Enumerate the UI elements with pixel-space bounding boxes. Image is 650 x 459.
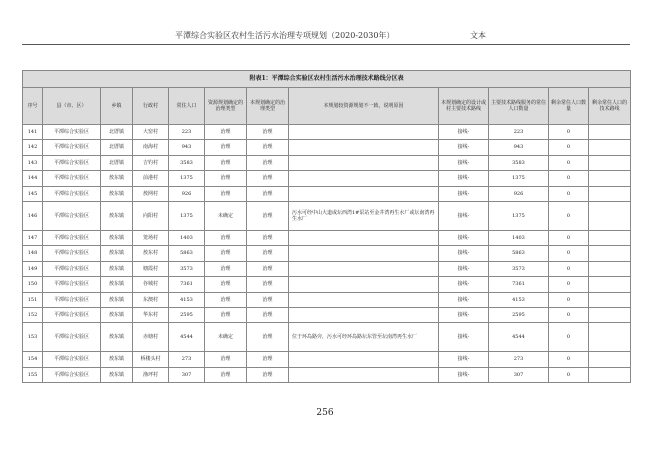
column-header: 资源规划确定的治理类型 (205, 88, 247, 125)
cell-county: 平潭综合实验区 (43, 201, 101, 230)
cell-rest: 0 (549, 125, 589, 140)
cell-type2: 治理 (247, 125, 289, 140)
cell-type2: 治理 (247, 323, 289, 352)
column-header: 常住人口 (169, 88, 205, 125)
cell-pop: 3573 (169, 261, 205, 276)
cell-county: 平潭综合实验区 (43, 140, 101, 155)
table-row (23, 186, 631, 201)
cell-note (289, 261, 439, 276)
cell-route: 接线- (439, 230, 489, 245)
cell-served: 7361 (489, 277, 549, 292)
cell-town: 敖东镇 (101, 323, 133, 352)
cell-pop: 5863 (169, 246, 205, 261)
cell-town: 敖东镇 (101, 292, 133, 307)
cell-pop: 273 (169, 352, 205, 367)
column-header: 乡镇 (101, 88, 133, 125)
cell-county: 平潭综合实验区 (43, 261, 101, 276)
cell-county: 平潭综合实验区 (43, 125, 101, 140)
table-container (22, 70, 630, 383)
cell-town: 敖东镇 (101, 171, 133, 186)
cell-route: 接线- (439, 277, 489, 292)
cell-no: 142 (23, 140, 43, 155)
cell-rest-route (589, 201, 631, 230)
cell-rest-route (589, 307, 631, 322)
cell-village: 前港村 (133, 171, 169, 186)
cell-pop: 3583 (169, 155, 205, 170)
cell-no: 155 (23, 367, 43, 382)
cell-rest-route (589, 246, 631, 261)
cell-type2: 治理 (247, 246, 289, 261)
cell-route: 接线- (439, 367, 489, 382)
cell-no: 144 (23, 171, 43, 186)
cell-village: 赤塘村 (133, 323, 169, 352)
cell-county: 平潭综合实验区 (43, 230, 101, 245)
cell-pop: 307 (169, 367, 205, 382)
table-row (23, 292, 631, 307)
cell-note (289, 367, 439, 382)
cell-served: 273 (489, 352, 549, 367)
cell-type1: 治理 (205, 367, 247, 382)
cell-no: 146 (23, 201, 43, 230)
cell-county: 平潭综合实验区 (43, 323, 101, 352)
cell-county: 平潭综合实验区 (43, 171, 101, 186)
cell-village: 敖网村 (133, 186, 169, 201)
cell-route: 接线- (439, 292, 489, 307)
cell-note (289, 186, 439, 201)
cell-village: 桥楼头村 (133, 352, 169, 367)
document-header-title: 平潭综合实验区农村生活污水治理专项规划（2020-2030年） (175, 31, 395, 40)
cell-town: 敖东镇 (101, 246, 133, 261)
cell-note (289, 246, 439, 261)
table-row (23, 140, 631, 155)
cell-no: 154 (23, 352, 43, 367)
cell-type1: 治理 (205, 125, 247, 140)
cell-town: 敖东镇 (101, 261, 133, 276)
cell-village: 笼场村 (133, 230, 169, 245)
cell-rest: 0 (549, 307, 589, 322)
cell-served: 3583 (489, 155, 549, 170)
cell-type2: 治理 (247, 155, 289, 170)
cell-type2: 治理 (247, 186, 289, 201)
cell-county: 平潭综合实验区 (43, 155, 101, 170)
cell-type2: 治理 (247, 352, 289, 367)
column-header: 序号 (23, 88, 43, 125)
cell-rest-route (589, 171, 631, 186)
cell-type2: 治理 (247, 201, 289, 230)
cell-county: 平潭综合实验区 (43, 186, 101, 201)
column-header: 剩余常住人口的技术路线 (589, 88, 631, 125)
cell-county: 平潭综合实验区 (43, 307, 101, 322)
cell-note (289, 307, 439, 322)
table-row (23, 201, 631, 230)
cell-note: 污水可经中山大道或坛西湾1#泵站至金井湾再生水厂或坛南湾再生水厂 (289, 201, 439, 230)
cell-note (289, 277, 439, 292)
cell-village: 敖东村 (133, 246, 169, 261)
cell-type1: 治理 (205, 352, 247, 367)
cell-type2: 治理 (247, 171, 289, 186)
table-row (23, 261, 631, 276)
cell-served: 1403 (489, 230, 549, 245)
cell-note (289, 230, 439, 245)
cell-pop: 7361 (169, 277, 205, 292)
table-row (23, 125, 631, 140)
cell-note (289, 352, 439, 367)
cell-rest-route (589, 352, 631, 367)
table-row (23, 307, 631, 322)
cell-pop: 1403 (169, 230, 205, 245)
cell-town: 敖东镇 (101, 277, 133, 292)
cell-route: 接线- (439, 171, 489, 186)
cell-no: 143 (23, 155, 43, 170)
cell-rest: 0 (549, 230, 589, 245)
cell-note (289, 171, 439, 186)
cell-type1: 治理 (205, 261, 247, 276)
column-header-row (23, 88, 631, 125)
cell-rest-route (589, 292, 631, 307)
cell-county: 平潭综合实验区 (43, 367, 101, 382)
column-header: 剩余常住人口数量 (549, 88, 589, 125)
cell-type2: 治理 (247, 261, 289, 276)
cell-village: 渔坪村 (133, 367, 169, 382)
cell-town: 敖东镇 (101, 307, 133, 322)
cell-town: 敖东镇 (101, 367, 133, 382)
cell-type1: 治理 (205, 307, 247, 322)
cell-rest: 0 (549, 246, 589, 261)
cell-note (289, 155, 439, 170)
cell-served: 307 (489, 367, 549, 382)
cell-type2: 治理 (247, 140, 289, 155)
cell-type1: 治理 (205, 186, 247, 201)
cell-served: 1375 (489, 171, 549, 186)
cell-rest-route (589, 323, 631, 352)
cell-village: 大窑村 (133, 125, 169, 140)
cell-no: 152 (23, 307, 43, 322)
cell-type2: 治理 (247, 307, 289, 322)
cell-rest-route (589, 186, 631, 201)
cell-rest: 0 (549, 277, 589, 292)
cell-type2: 治理 (247, 230, 289, 245)
cell-served: 3573 (489, 261, 549, 276)
cell-rest: 0 (549, 261, 589, 276)
page-number: 256 (316, 408, 334, 418)
cell-no: 147 (23, 230, 43, 245)
cell-county: 平潭综合实验区 (43, 277, 101, 292)
cell-rest: 0 (549, 155, 589, 170)
cell-route: 接线- (439, 155, 489, 170)
cell-note (289, 292, 439, 307)
cell-rest-route (589, 230, 631, 245)
cell-type1: 治理 (205, 155, 247, 170)
cell-rest-route (589, 367, 631, 382)
cell-county: 平潭综合实验区 (43, 246, 101, 261)
cell-served: 4544 (489, 323, 549, 352)
table-row (23, 171, 631, 186)
cell-pop: 2595 (169, 307, 205, 322)
cell-no: 148 (23, 246, 43, 261)
cell-rest: 0 (549, 352, 589, 367)
cell-rest-route (589, 261, 631, 276)
column-header: 行政村 (133, 88, 169, 125)
cell-route: 接线- (439, 352, 489, 367)
table-body (23, 125, 631, 383)
cell-pop: 4153 (169, 292, 205, 307)
cell-no: 145 (23, 186, 43, 201)
cell-note (289, 125, 439, 140)
cell-route: 接线- (439, 201, 489, 230)
cell-pop: 943 (169, 140, 205, 155)
cell-route: 接线- (439, 125, 489, 140)
cell-pop: 1375 (169, 201, 205, 230)
cell-pop: 4544 (169, 323, 205, 352)
cell-county: 平潭综合实验区 (43, 352, 101, 367)
table-row (23, 155, 631, 170)
cell-no: 151 (23, 292, 43, 307)
cell-type2: 治理 (247, 367, 289, 382)
cell-note (289, 140, 439, 155)
cell-type1: 治理 (205, 277, 247, 292)
cell-type2: 治理 (247, 292, 289, 307)
cell-served: 2595 (489, 307, 549, 322)
cell-rest-route (589, 125, 631, 140)
cell-served: 943 (489, 140, 549, 155)
cell-served: 5863 (489, 246, 549, 261)
cell-rest: 0 (549, 140, 589, 155)
cell-route: 接线- (439, 140, 489, 155)
table-row (23, 277, 631, 292)
cell-type2: 治理 (247, 277, 289, 292)
column-header: 本规划较资源规划不一致，说明原因 (289, 88, 439, 125)
cell-route: 接线- (439, 261, 489, 276)
table-row (23, 367, 631, 382)
cell-village: 向阳村 (133, 201, 169, 230)
cell-type1: 治理 (205, 246, 247, 261)
cell-route: 接线- (439, 307, 489, 322)
cell-village: 南海村 (133, 140, 169, 155)
table-row (23, 323, 631, 352)
document-header-label: 文本 (470, 31, 486, 40)
cell-served: 223 (489, 125, 549, 140)
header-rule (22, 44, 630, 45)
column-header: 主要技术路线服务的常住人口数量 (489, 88, 549, 125)
cell-town: 敖东镇 (101, 352, 133, 367)
cell-village: 华东村 (133, 307, 169, 322)
cell-rest: 0 (549, 367, 589, 382)
cell-rest-route (589, 140, 631, 155)
cell-served: 1375 (489, 201, 549, 230)
cell-note: 位于环岛路旁，污水可经环岛路坛东管至坛南湾再生水厂 (289, 323, 439, 352)
cell-no: 149 (23, 261, 43, 276)
cell-town: 北厝镇 (101, 125, 133, 140)
cell-town: 敖东镇 (101, 186, 133, 201)
cell-type1: 未确定 (205, 323, 247, 352)
cell-pop: 1375 (169, 171, 205, 186)
cell-served: 926 (489, 186, 549, 201)
cell-rest: 0 (549, 186, 589, 201)
cell-rest: 0 (549, 292, 589, 307)
cell-village: 东澳村 (133, 292, 169, 307)
cell-no: 153 (23, 323, 43, 352)
cell-route: 接线- (439, 323, 489, 352)
cell-pop: 223 (169, 125, 205, 140)
cell-village: 吉钓村 (133, 155, 169, 170)
cell-route: 接线- (439, 186, 489, 201)
table-row (23, 230, 631, 245)
cell-rest-route (589, 277, 631, 292)
cell-county: 平潭综合实验区 (43, 292, 101, 307)
cell-type1: 治理 (205, 230, 247, 245)
column-header: 本规划确定的设计或村主要技术路线 (439, 88, 489, 125)
column-header: 县（市、区） (43, 88, 101, 125)
table-row (23, 246, 631, 261)
cell-town: 北厝镇 (101, 140, 133, 155)
cell-rest: 0 (549, 323, 589, 352)
cell-village: 谷城村 (133, 277, 169, 292)
cell-pop: 926 (169, 186, 205, 201)
cell-type1: 治理 (205, 292, 247, 307)
cell-town: 敖东镇 (101, 201, 133, 230)
zoning-table (22, 70, 631, 383)
cell-type1: 未确定 (205, 201, 247, 230)
table-row (23, 352, 631, 367)
cell-rest: 0 (549, 171, 589, 186)
cell-no: 150 (23, 277, 43, 292)
column-header: 本规划确定的治理类型 (247, 88, 289, 125)
cell-type1: 治理 (205, 140, 247, 155)
cell-type1: 治理 (205, 171, 247, 186)
cell-route: 接线- (439, 246, 489, 261)
cell-town: 敖东镇 (101, 230, 133, 245)
table-caption: 附表1：平潭综合实验区农村生活污水治理技术路线分区表 (23, 71, 631, 88)
cell-village: 塘霞村 (133, 261, 169, 276)
cell-rest: 0 (549, 201, 589, 230)
cell-rest-route (589, 155, 631, 170)
cell-served: 4153 (489, 292, 549, 307)
cell-town: 北厝镇 (101, 155, 133, 170)
cell-no: 141 (23, 125, 43, 140)
